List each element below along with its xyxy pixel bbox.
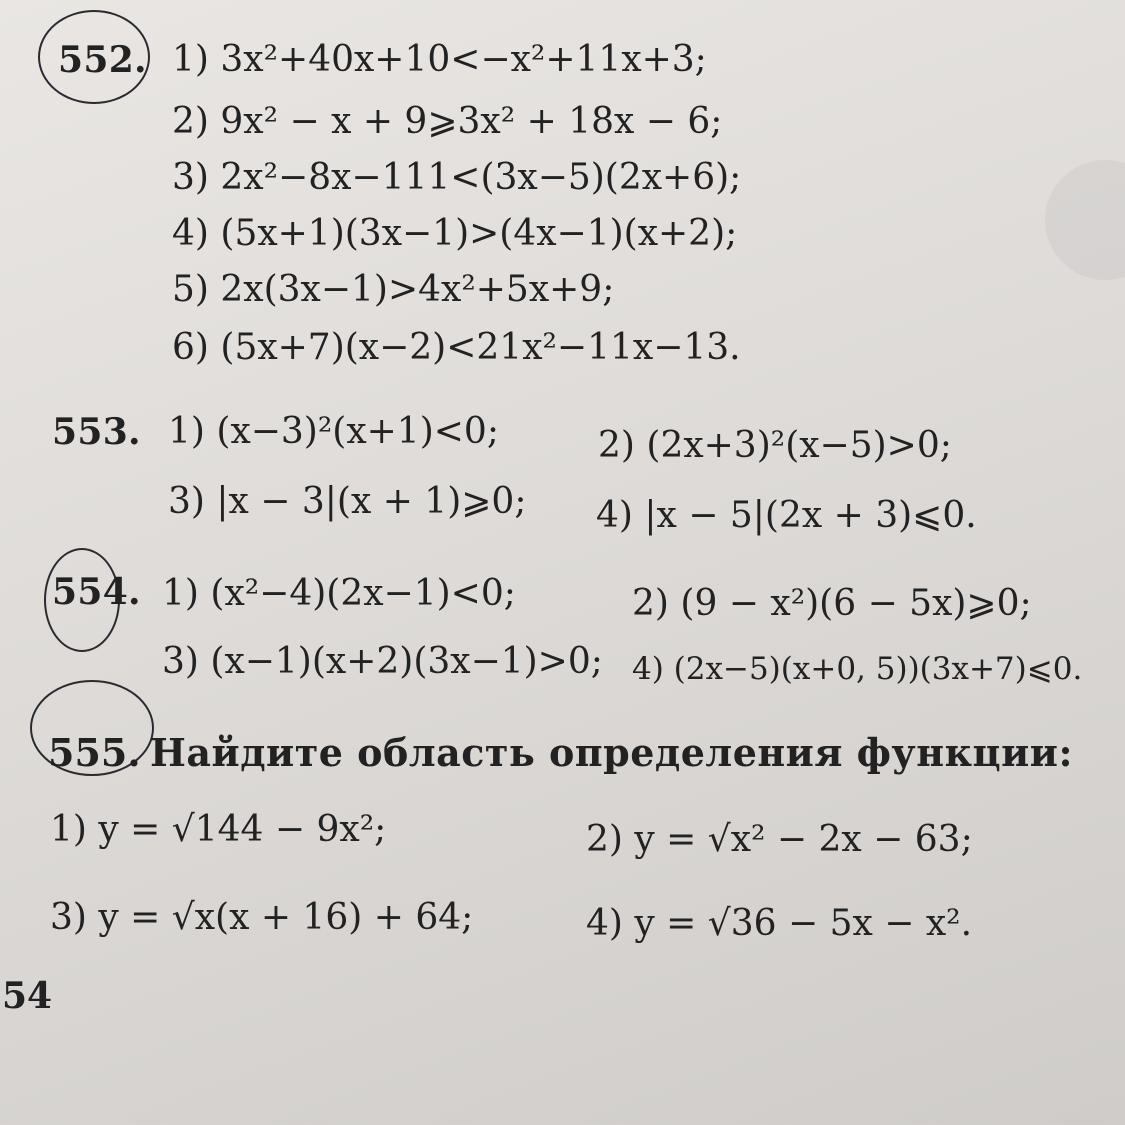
problem-555-number-text: 555.	[48, 730, 141, 775]
problem-552-item-1: 1) 3x²+40x+10<−x²+11x+3;	[172, 39, 707, 80]
problem-553-item-2: 2) (2x+3)²(x−5)>0;	[598, 425, 952, 466]
problem-552-item-2: 2) 9x² − x + 9⩾3x² + 18x − 6;	[172, 101, 723, 142]
problem-555-item-3: 3) y = √x(x + 16) + 64;	[50, 897, 474, 938]
problem-553-item-3: 3) |x − 3|(x + 1)⩾0;	[168, 481, 527, 522]
problem-554-item-2: 2) (9 − x²)(6 − 5x)⩾0;	[632, 583, 1032, 624]
problem-552-item-6: 6) (5x+7)(x−2)<21x²−11x−13.	[172, 327, 741, 368]
problem-554-item-3: 3) (x−1)(x+2)(3x−1)>0;	[162, 641, 603, 682]
problem-554-item-1: 1) (x²−4)(2x−1)<0;	[162, 573, 516, 614]
problem-552-item-4: 4) (5x+1)(3x−1)>(4x−1)(x+2);	[172, 213, 738, 254]
page-shadow	[1045, 160, 1125, 280]
problem-554-item-4: 4) (2x−5)(x+0, 5))(3x+7)⩽0.	[632, 651, 1083, 687]
page-number: 54	[2, 975, 53, 1017]
problem-552-item-3: 3) 2x²−8x−111<(3x−5)(2x+6);	[172, 157, 742, 198]
problem-553-item-4: 4) |x − 5|(2x + 3)⩽0.	[596, 495, 977, 536]
problem-554-number: 554.	[52, 571, 141, 613]
problem-553-number: 553.	[52, 411, 141, 453]
problem-553-item-1: 1) (x−3)²(x+1)<0;	[168, 411, 499, 452]
problem-552-number: 552.	[58, 39, 147, 81]
problem-552-item-5: 5) 2x(3x−1)>4x²+5x+9;	[172, 269, 615, 310]
problem-555-item-2: 2) y = √x² − 2x − 63;	[586, 819, 973, 860]
problem-555-item-1: 1) y = √144 − 9x²;	[50, 809, 387, 850]
problem-555-heading: Найдите область определения функции:	[150, 730, 1073, 775]
problem-555-item-4: 4) y = √36 − 5x − x².	[586, 903, 973, 944]
problem-555-number	[48, 730, 141, 775]
